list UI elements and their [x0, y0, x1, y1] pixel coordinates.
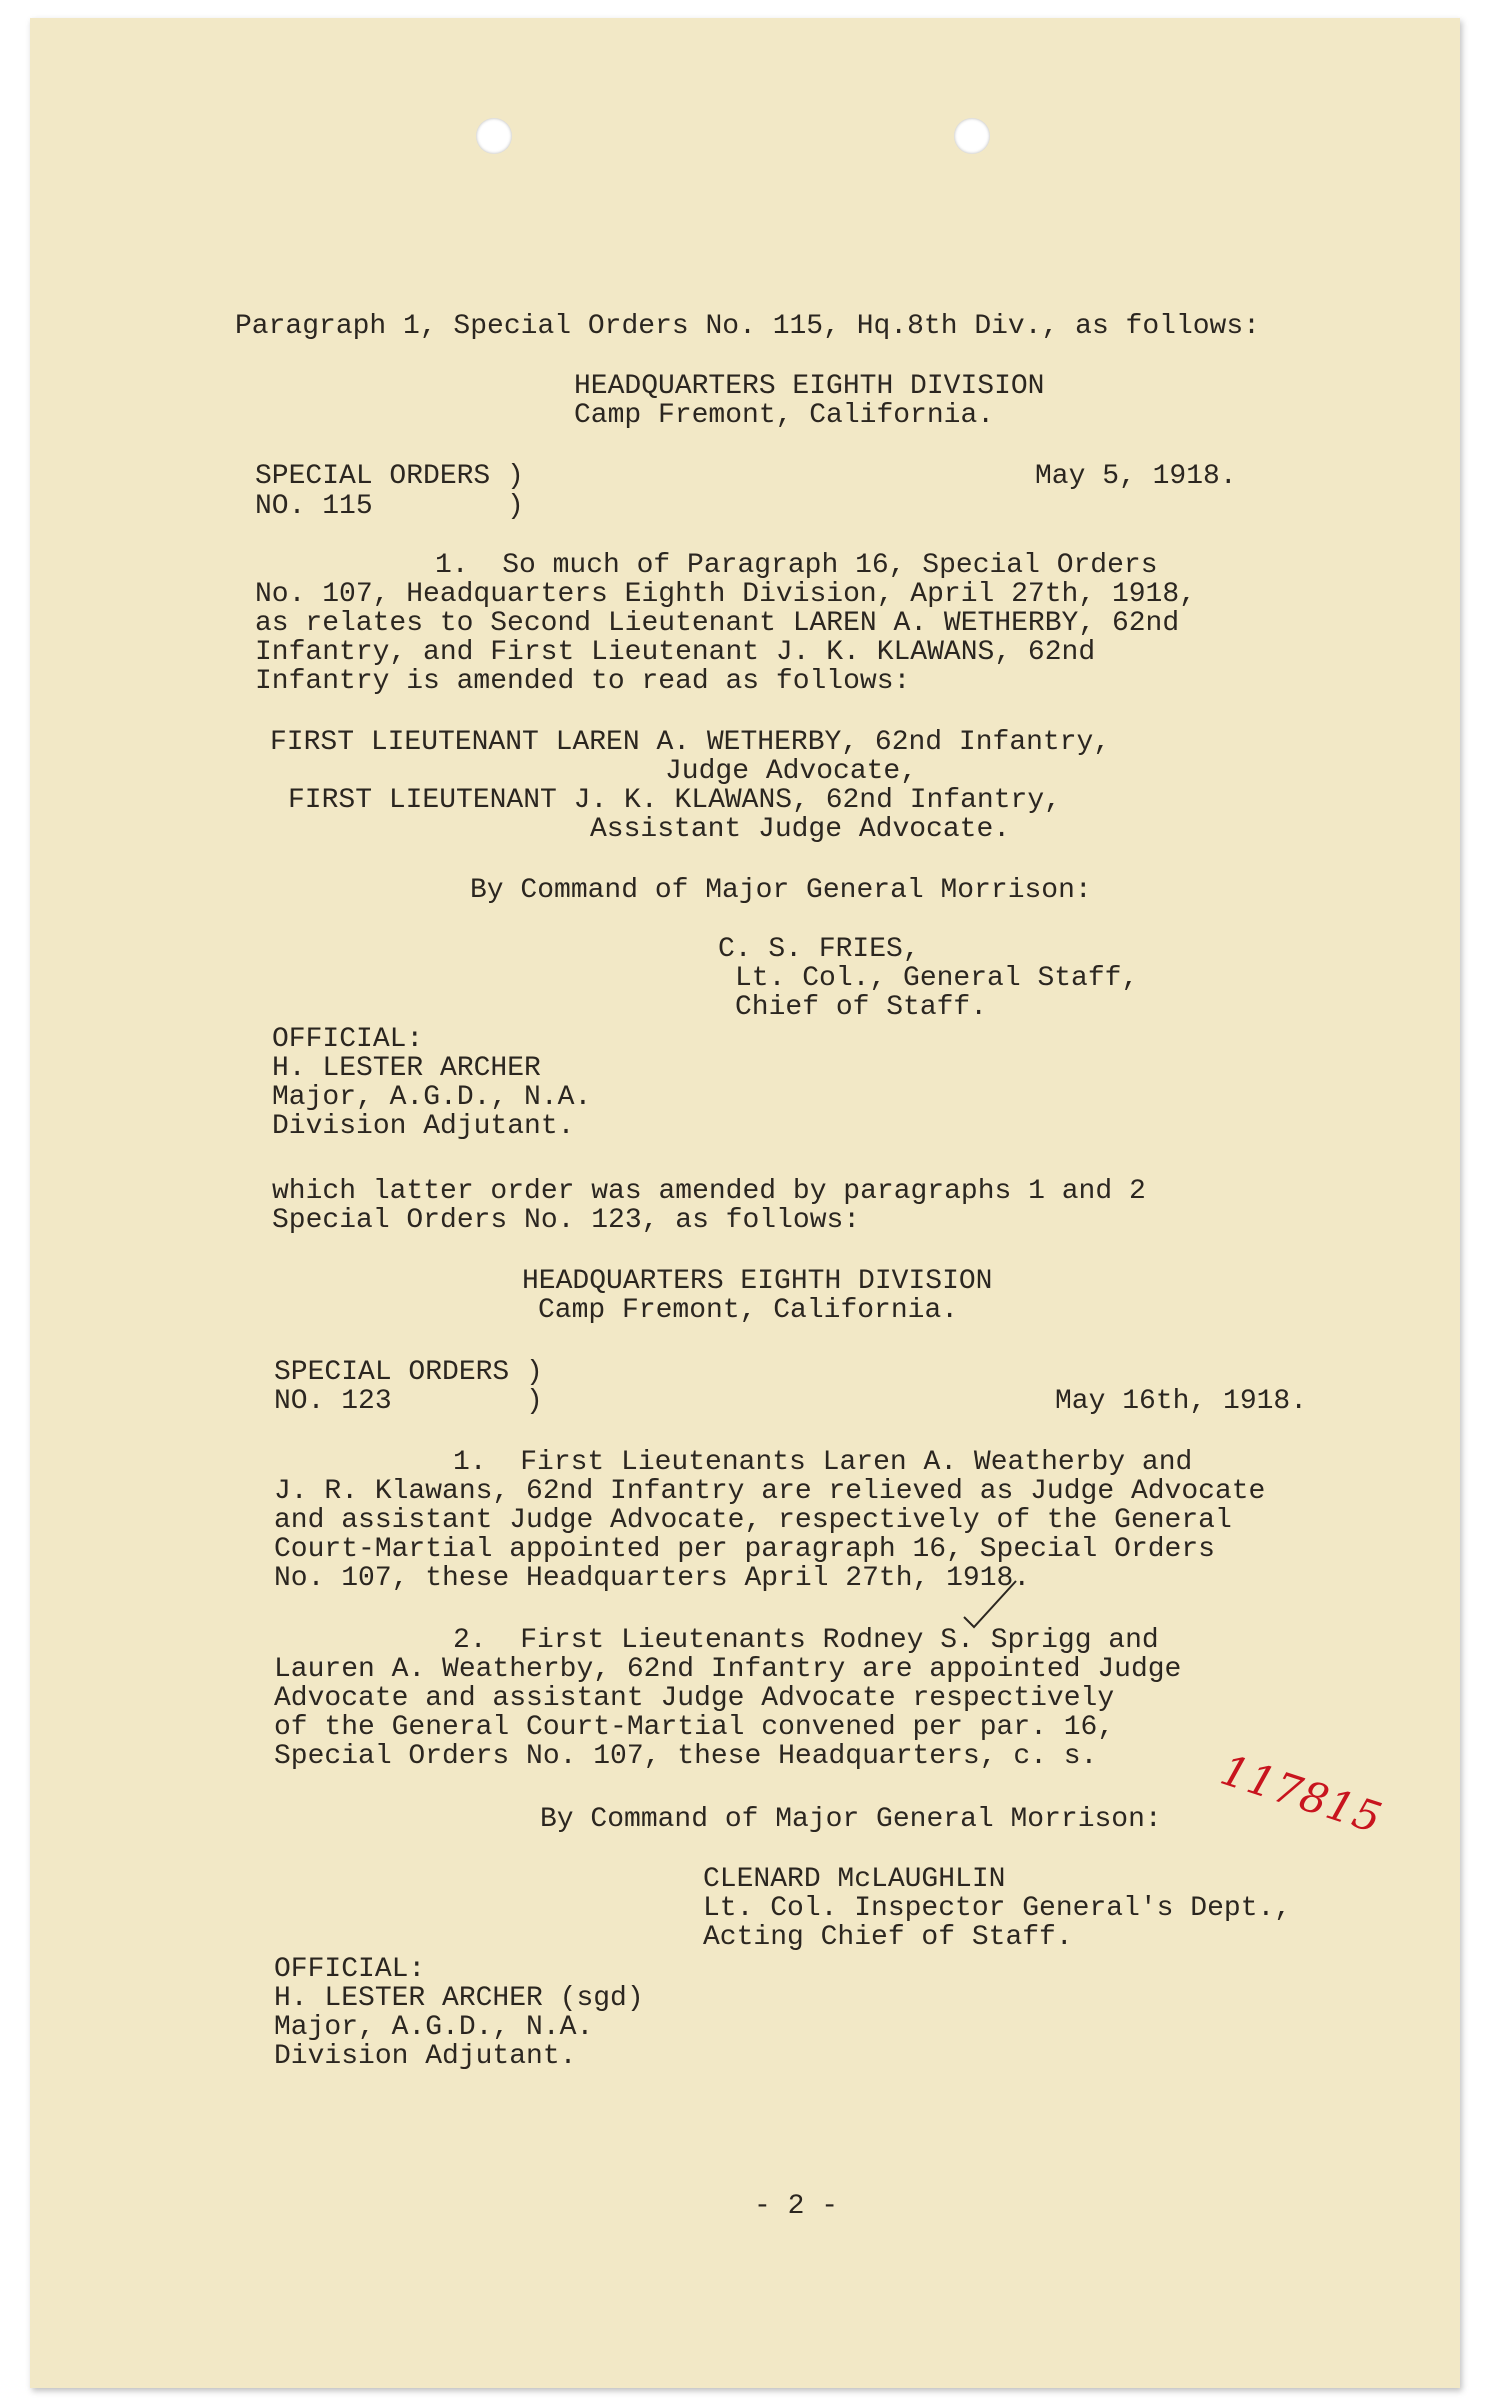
order2-para1-line: No. 107, these Headquarters April 27th, 1918. — [274, 1563, 1031, 1594]
order2-para2-line: Lauren A. Weatherby, 62nd Infantry are appointed Judge — [274, 1654, 1182, 1685]
order2-signer-line: Acting Chief of Staff. — [703, 1922, 1073, 1953]
order1-para-line: No. 107, Headquarters Eighth Division, April 27th, 1918, — [255, 579, 1196, 610]
amended-line: FIRST LIEUTENANT J. K. KLAWANS, 62nd Infantry, — [288, 785, 1061, 816]
order2-para1-line: and assistant Judge Advocate, respectively of the General — [274, 1505, 1232, 1536]
order1-signer-line: Lt. Col., General Staff, — [735, 963, 1139, 994]
order2-date: May 16th, 1918. — [1055, 1386, 1308, 1417]
order1-date: May 5, 1918. — [1035, 461, 1237, 492]
order1-para-line: Infantry, and First Lieutenant J. K. KLAWANS, 62nd — [255, 637, 1096, 668]
order2-heading: HEADQUARTERS EIGHTH DIVISION — [522, 1266, 993, 1297]
order2-official-line: Major, A.G.D., N.A. — [274, 2012, 594, 2043]
order2-official-line: H. LESTER ARCHER (sgd) — [274, 1983, 644, 2014]
order1-label-line2: NO. 115 ) — [255, 491, 524, 522]
order1-official-line: H. LESTER ARCHER — [272, 1053, 541, 1084]
order2-para1-line: 1. First Lieutenants Laren A. Weatherby and — [453, 1447, 1193, 1478]
order1-official-line: Major, A.G.D., N.A. — [272, 1082, 592, 1113]
order2-location: Camp Fremont, California. — [538, 1295, 959, 1326]
amended-line: FIRST LIEUTENANT LAREN A. WETHERBY, 62nd Infantry, — [270, 727, 1111, 758]
order2-para1-line: Court-Martial appointed per paragraph 16, Special Orders — [274, 1534, 1215, 1565]
order1-official-line: Division Adjutant. — [272, 1111, 575, 1142]
order2-signer-line: CLENARD McLAUGHLIN — [703, 1864, 1006, 1895]
order1-command: By Command of Major General Morrison: — [470, 875, 1092, 906]
red-number-stamp: 117815 — [1214, 1745, 1389, 1844]
order2-para2-line: Advocate and assistant Judge Advocate respectively — [274, 1683, 1115, 1714]
order1-para-line: 1. So much of Paragraph 16, Special Orders — [435, 550, 1158, 581]
amended-line: Judge Advocate, — [665, 756, 918, 787]
order1-location: Camp Fremont, California. — [574, 400, 995, 431]
order2-command: By Command of Major General Morrison: — [540, 1804, 1162, 1835]
order2-official-line: OFFICIAL: — [274, 1954, 426, 1985]
order2-official-line: Division Adjutant. — [274, 2041, 577, 2072]
order1-signer-line: Chief of Staff. — [735, 992, 988, 1023]
order1-para-line: as relates to Second Lieutenant LAREN A. WETHERBY, 62nd — [255, 608, 1180, 639]
order2-para2-line: 2. First Lieutenants Rodney S. Sprigg and — [453, 1625, 1159, 1656]
order2-para2-line: Special Orders No. 107, these Headquarters, c. s. — [274, 1741, 1098, 1772]
order2-label-line2: NO. 123 ) — [274, 1386, 543, 1417]
order2-para2-line: of the General Court-Martial convened per par. 16, — [274, 1712, 1115, 1743]
order1-heading: HEADQUARTERS EIGHTH DIVISION — [574, 371, 1045, 402]
page-number: - 2 - — [754, 2191, 839, 2222]
intro-line: Paragraph 1, Special Orders No. 115, Hq.8th Div., as follows: — [235, 311, 1260, 342]
order2-para1-line: J. R. Klawans, 62nd Infantry are relieved as Judge Advocate — [274, 1476, 1266, 1507]
order1-signer-line: C. S. FRIES, — [718, 934, 920, 965]
amended-line: Assistant Judge Advocate. — [590, 814, 1011, 845]
order2-label-line1: SPECIAL ORDERS ) — [274, 1357, 543, 1388]
order1-para-line: Infantry is amended to read as follows: — [255, 666, 911, 697]
order2-signer-line: Lt. Col. Inspector General's Dept., — [703, 1893, 1292, 1924]
transition-line: which latter order was amended by paragraphs 1 and 2 — [272, 1176, 1146, 1207]
transition-line: Special Orders No. 123, as follows: — [272, 1205, 861, 1236]
order1-official-line: OFFICIAL: — [272, 1024, 424, 1055]
pencil-checkmark — [960, 1575, 1020, 1630]
order1-label-line1: SPECIAL ORDERS ) — [255, 461, 524, 492]
